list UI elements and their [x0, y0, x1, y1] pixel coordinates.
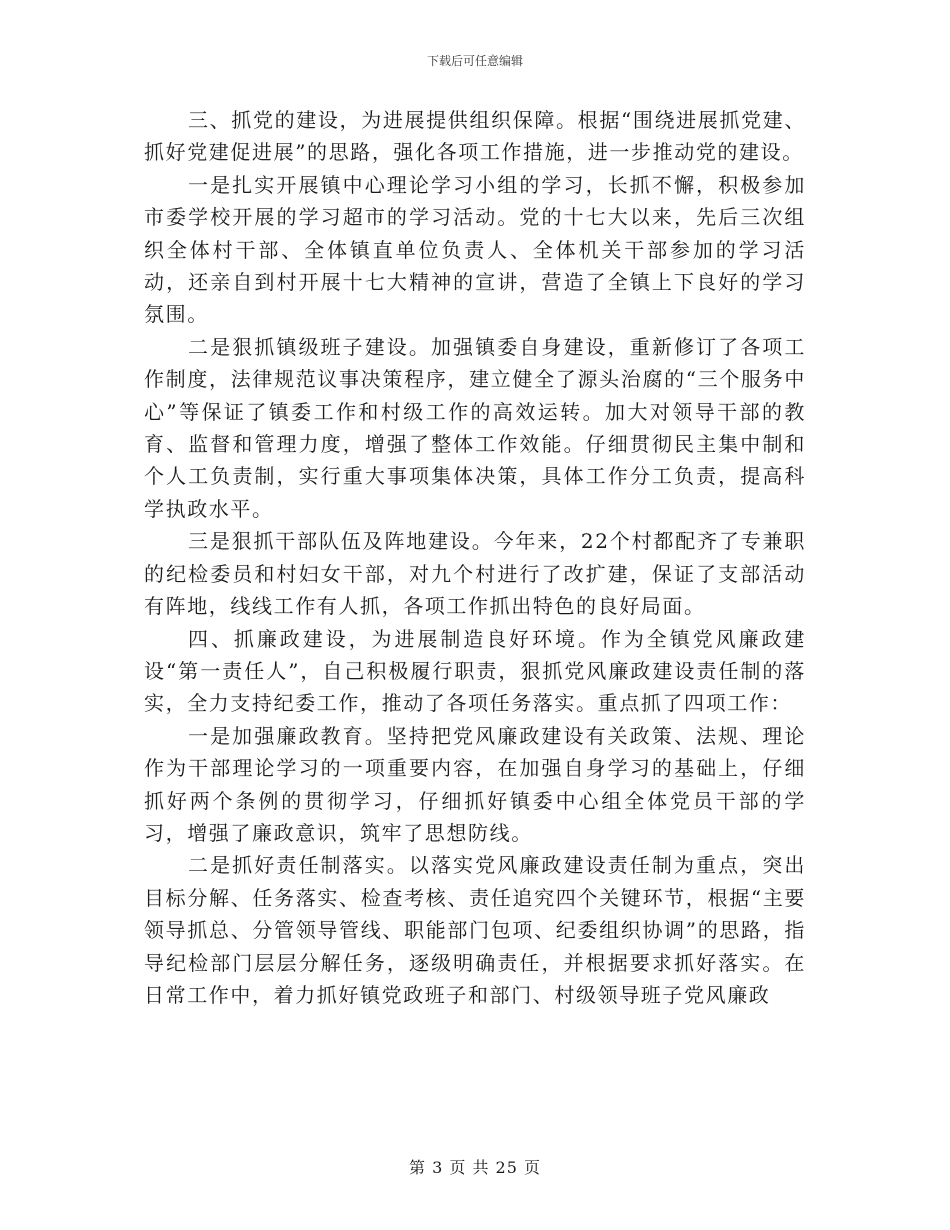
paragraph: 三是狠抓干部队伍及阵地建设。今年来，22个村都配齐了专兼职的纪检委员和村妇女干部，对九个村进行了改扩建，保证了支部活动有阵地，线线工作有人抓，各项工作抓出特色的良好局面。 [144, 529, 806, 619]
paragraph: 一是加强廉政教育。坚持把党风廉政建设有关政策、法规、理论作为干部理论学习的一项重要内容，在加强自身学习的基础上，仔细抓好两个条例的贯彻学习，仔细抓好镇委中心组全体党员干部的学习，增强了廉政意识，筑牢了思想防线。 [144, 723, 806, 845]
paragraph: 三、抓党的建设，为进展提供组织保障。根据“围绕进展抓党建、抓好党建促进展”的思路，强化各项工作措施，进一步推动党的建设。 [144, 108, 806, 165]
page-header: 下载后可任意编辑 [426, 54, 523, 68]
page-footer: 第 3 页 共 25 页 [409, 1158, 541, 1177]
paragraph: 二是狠抓镇级班子建设。加强镇委自身建设，重新修订了各项工作制度，法律规范议事决策程序，建立健全了源头治腐的“三个服务中心”等保证了镇委工作和村级工作的高效运转。加大对领导干部的教育、监督和管理力度，增强了整体工作效能。仔细贯彻民主集中制和个人工负责制，实行重大事项集体决策，具体工作分工负责，提高科学执政水平。 [144, 334, 806, 521]
paragraph: 一是扎实开展镇中心理论学习小组的学习，长抓不懈，积极参加市委学校开展的学习超市的学习活动。党的十七大以来，先后三次组织全体村干部、全体镇直单位负责人、全体机关干部参加的学习活动，还亲自到村开展十七大精神的宣讲，营造了全镇上下良好的学习氛围。 [144, 172, 806, 327]
paragraph: 二是抓好责任制落实。以落实党风廉政建设责任制为重点，突出目标分解、任务落实、检查考核、责任追究四个关键环节，根据“主要领导抓总、分管领导管线、职能部门包项、纪委组织协调”的思路，指导纪检部门层层分解任务，逐级明确责任，并根据要求抓好落实。在日常工作中，着力抓好镇党政班子和部门、村级领导班子党风廉政 [144, 853, 806, 1007]
paragraph: 四、抓廉政建设，为进展制造良好环境。作为全镇党风廉政建设“第一责任人”，自己积极履行职责，狠抓党风廉政建设责任制的落实，全力支持纪委工作，推动了各项任务落实。重点抓了四项工作： [144, 626, 806, 716]
document-body [144, 104, 806, 1011]
